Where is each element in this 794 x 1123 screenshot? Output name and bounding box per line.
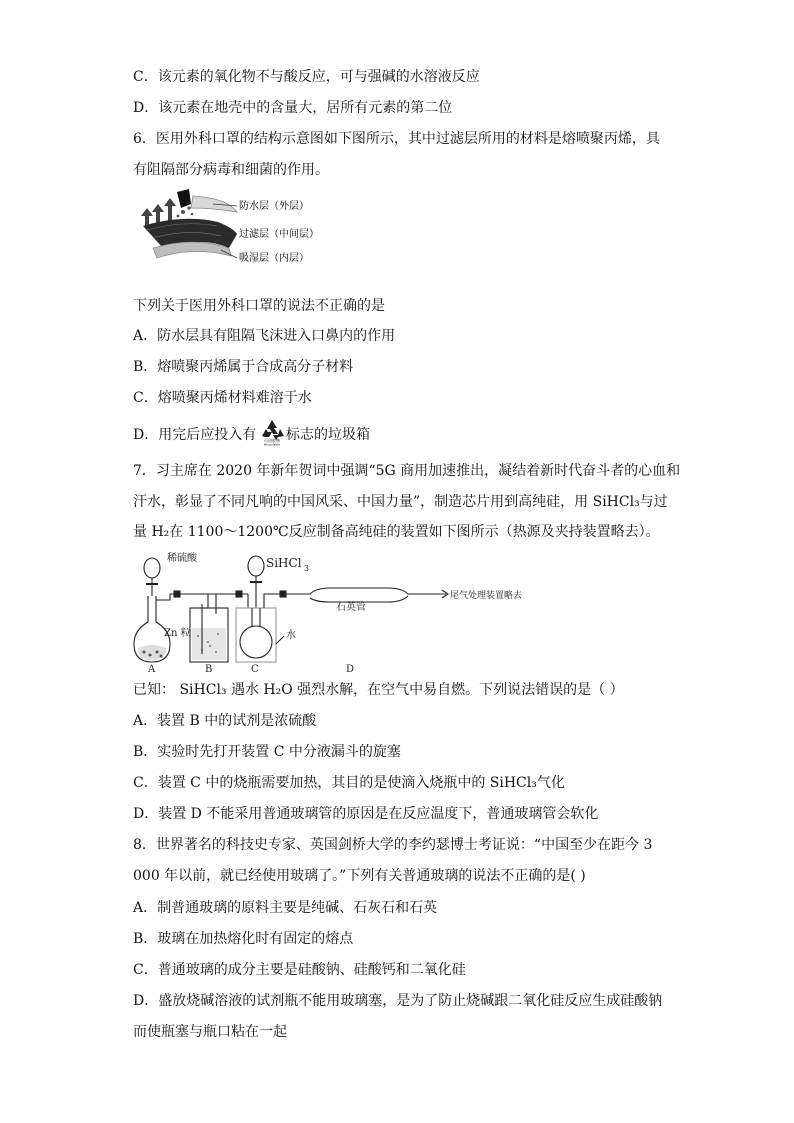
mask-label-waterproof: 防水层（外层）	[239, 201, 309, 212]
q6-option-d-pre: D．用完后应投入有	[133, 427, 257, 443]
q8-option-a: A．制普通玻璃的原料主要是纯碱、石灰石和石英	[133, 900, 438, 916]
label-quartz-tube: 石英管	[336, 602, 366, 613]
silicon-apparatus-figure	[130, 548, 523, 676]
q8-option-d-line-1: D．盛放烧碱溶液的试剂瓶不能用玻璃塞，是为了防止烧碱跟二氧化硅反应生成硅酸钠	[133, 993, 663, 1009]
q6-question: 下列关于医用外科口罩的说法不正确的是	[133, 298, 385, 314]
label-zn: Zn 粒	[164, 628, 191, 639]
q7-option-c: C．装置 C 中的烧瓶需要加热，其目的是使滴入烧瓶中的 SiHCl₃气化	[133, 775, 565, 791]
q7-known: 已知： SiHCl₃ 遇水 H₂O 强烈水解，在空气中易自燃。下列说法错误的是（ ）	[133, 682, 624, 698]
q5-option-d: D．该元素在地壳中的含量大，居所有元素的第二位	[133, 100, 453, 116]
q6-option-a: A．防水层具有阻隔飞沫进入口鼻内的作用	[133, 328, 396, 344]
label-A: A	[148, 664, 156, 675]
q7-option-d: D．装置 D 不能采用普通玻璃管的原因是在反应温度下，普通玻璃管会软化	[133, 806, 599, 822]
label-sihcl3: SiHCl	[266, 556, 302, 570]
recycle-label-cn: 可回收物	[264, 438, 280, 443]
recycle-icon	[258, 418, 286, 446]
q8-option-c: C．普通玻璃的成分主要是硅酸钠、硅酸钙和二氧化硅	[133, 962, 466, 978]
q6-stem-line-1: 6．医用外科口罩的结构示意图如下图所示，其中过滤层所用的材料是熔喷聚丙烯，具	[133, 131, 660, 147]
q8-option-d-line-2: 而使瓶塞与瓶口粘在一起	[133, 1024, 287, 1040]
q6-option-d-post: 标志的垃圾箱	[286, 427, 370, 443]
mask-label-filter: 过滤层（中间层）	[239, 229, 319, 240]
q7-stem-line-1: 7．习主席在 2020 年新年贺词中强调“5G 商用加速推出，凝结着新时代奋斗者的心血和	[133, 463, 681, 479]
q8-stem-line-1: 8．世界著名的科技史专家、英国剑桥大学的李约瑟博士考证说：“中国至少在距今 3	[133, 837, 653, 853]
q6-stem-line-2: 有阻隔部分病毒和细菌的作用。	[133, 162, 329, 178]
q7-option-a: A．装置 B 中的试剂是浓硫酸	[133, 713, 317, 729]
q6-option-c: C．熔喷聚丙烯材料难溶于水	[133, 390, 312, 406]
q8-stem-line-2: 000 年以前，就已经使用玻璃了。”下列有关普通玻璃的说法不正确的是( )	[133, 868, 586, 884]
q8-option-b: B．玻璃在加热熔化时有固定的熔点	[133, 931, 354, 947]
label-D: D	[346, 664, 355, 675]
q7-stem-line-2: 汗水，彰显了不同凡响的中国风采、中国力量”，制造芯片用到高纯硅，用 SiHCl₃与过	[133, 494, 668, 510]
q5-option-c: C．该元素的氧化物不与酸反应，可与强碱的水溶液反应	[133, 69, 480, 85]
label-C: C	[251, 664, 259, 675]
label-tail-gas: 尾气处理装置略去	[450, 591, 523, 601]
label-sihcl3-sub: 3	[304, 564, 310, 573]
recycle-label-en: Recyclable	[263, 442, 281, 447]
q7-stem-line-3: 量 H₂在 1100～1200℃反应制备高纯硅的装置如下图所示（热源及夹持装置略去）。	[133, 524, 660, 540]
label-B: B	[205, 664, 213, 675]
q7-option-b: B．实验时先打开装置 C 中分液漏斗的旋塞	[133, 744, 401, 760]
label-dilute-sulfuric: 稀硫酸	[167, 553, 197, 564]
mask-structure-figure	[133, 186, 343, 268]
q6-option-b: B．熔喷聚丙烯属于合成高分子材料	[133, 359, 354, 375]
mask-label-absorb: 吸湿层（内层）	[239, 253, 309, 264]
label-water: 水	[286, 630, 296, 641]
